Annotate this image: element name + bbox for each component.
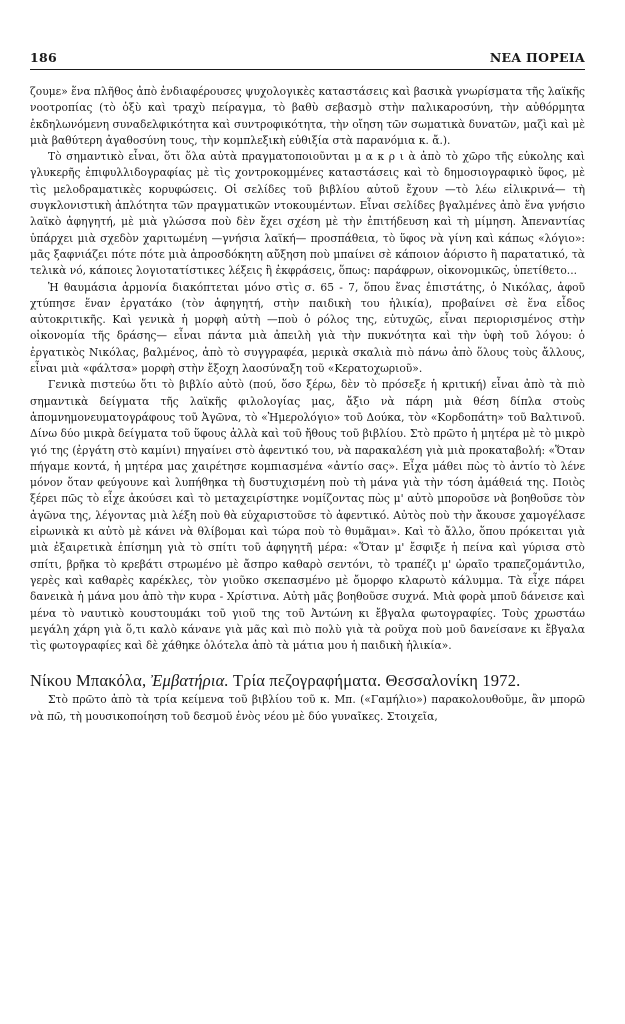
- book-page: [30, 50, 585, 725]
- header-rule: [30, 69, 585, 70]
- review-book-title: Ἐμβατήρια.: [150, 671, 229, 691]
- paragraph-3: Ἡ θαυμάσια ἁρμονία διακόπτεται μόνο στὶς σ. 65 - 7, ὅπου ἕνας ἐπιστάτης, ὁ Νικόλας, ἀφοῦ χτύπησε ἕναν ἐργατάκο (τὸν ἀφηγητή, στὴν παιδικὴ του ἡλικία), προβαίνει σὲ ἕνα εἶδος αὐτοκριτικῆς. Καὶ γενικὰ ἡ μορφὴ αὐτὴ —ποὺ ὁ ρόλος της, εὐτυχῶς, εἶναι περιορισμένος στὴν οἰκονομία τῆς δράσης— εἶναι πάντα μιὰ ἀπειλὴ γιὰ τὴν πυκνότητα καὶ τὴν ὑφὴ τοῦ λόγου: ὁ ἐργατικὸς Νικόλας, βαλμένος, ἀπὸ τὸ συγγραφέα, μερικὰ σκαλιὰ πιὸ πάνω ἀπὸ ὅλους τοὺς ἄλλους, εἶναι μιὰ «φάλτσα» μορφὴ στὴν ἔξοχη λαοσύναξη τοῦ «Κερατοχωριοῦ».: [30, 280, 585, 376]
- review-book-description: Τρία πεζογραφήματα. Θεσσαλονίκη 1972.: [232, 671, 521, 691]
- review-body: [30, 84, 585, 725]
- review-heading: [30, 670, 585, 692]
- running-head: [30, 50, 585, 65]
- paragraph-4: Γενικὰ πιστεύω ὅτι τὸ βιβλίο αὐτὸ (πού, ὅσο ξέρω, δὲν τὸ πρόσεξε ἡ κριτική) εἶναι ἀπὸ τὰ πιὸ σημαντικὰ δείγματα τῆς λαϊκῆς φιλολογίας μας, ἄξιο νὰ πάρη μιὰ θέση δίπλα στοὺς ἀπομνημονευματογράφους τοῦ Ἀγῶνα, τὸ «Ἡμερολόγιο» τοῦ Δούκα, τὸν «Κορδοπάτη» τοῦ Βαλτινοῦ. Δίνω δύο μικρὰ δείγματα τοῦ ὕφους ἀλλὰ καὶ τοῦ ἤθους τοῦ βιβλίου. Στὸ πρῶτο ἡ μητέρα μὲ τὸ μικρὸ γιό της (ἐργάτη στὸ καμίνι) πηγαίνει στὸ ἀφεντικό του, νὰ παρακαλέση γιὰ μιὰ προκαταβολή: «Ὅταν πήγαμε κοντά, ἡ μητέρα μας χαιρέτησε κομπιασμένα «ἀντίο σας». Εἶχα μάθει πὼς τὸ ἀντίο τὸ λένε μόνον ὅταν φεύγουνε καὶ λυπήθηκα τὴ δυστυχισμένη ποὺ τὴ μάνα γιὰ τὴν τόση ἀμάθειά της. Ποιὸς ξέρει πῶς τὸ εἶχε ἀκούσει καὶ τὸ μεταχειρίστηκε νομίζοντας πὼς μ' αὐτὸ μποροῦσε νὰ βοηθοῦσε τὸν ἀγῶνα της, λέγοντας μιὰ λέξη ποὺ θὰ εὐχαριστοῦσε τὸ ἀφεντικό. Αὐτὸς ποὺ τὴν ἄκουσε χαμογέλασε εἰρωνικὰ κι αὐτὸ μὲ κάνει νὰ θλίβομαι καὶ τώρα ποὺ τὸ θυμᾶμαι». Καὶ τὸ ἄλλο, ὅπου πρόκειται γιὰ μιὰ ἐξαιρετικὰ ἐπίσημη γιὰ τὸ σπίτι τοῦ ἀφηγητῆ μέρα: «Ὅταν μ' ἔσφιξε ἡ πείνα καὶ γύρισα στὸ σπίτι, βρῆκα τὸ κρεβάτι στρωμένο μὲ ἄσπρο καθαρὸ σεντόνι, τὸ τραπέζι μ' ὡραῖο τραπεζομάντιλο, γερὲς καὶ καθαρὲς καρέκλες, τὸν γιοῦκο σκεπασμένο μὲ ὄμορφο κλαρωτὸ κάλυμμα. Τὰ εἶχε πάρει δανεικὰ ἡ μάνα μου ἀπὸ τὴν κυρα - Χρίστινα. Αὐτὴ μᾶς βοηθοῦσε συχνά. Μιὰ φορὰ μποῦ δάνεισε καὶ μένα τὸ ναυτικὸ κουστουμάκι τοῦ γιοῦ της τοῦ Ἀντώνη κι ἔβγαλα φωτογραφίες. Τοὺς χρωστάω μεγάλη χάρη γιὰ ὅ,τι καλὸ κάνανε γιὰ μᾶς καὶ πιὸ πολὺ γιὰ τὰ ροῦχα ποὺ μοῦ δανείσανε κι ἔβγαλα τὶς φωτογραφίες καὶ δὲ χάθηκε ὁλότελα ἀπὸ τὰ μάτια μου ἡ παιδικὴ ἡλικία».: [30, 378, 585, 653]
- review-author: Νίκου Μπακόλα,: [30, 671, 147, 691]
- paragraph-2: Τὸ σημαντικὸ εἶναι, ὅτι ὅλα αὐτὰ πραγματοποιοῦνται μ α κ ρ ι ὰ ἀπὸ τὸ χῶρο τῆς εὐκολης καὶ γλυκερῆς ἐπιφυλλιδογραφίας μὲ τὶς χοντροκομμένες καταστάσεις καὶ τὸ δημοσιογραφικὸ ὕφος, μὲ τὶς μελοδραματικὲς κορυφώσεις. Οἱ σελίδες τοῦ βιβλίου αὐτοῦ ἔχουν —τὸ λέω εἰλικρινά— τὴ συγκλονιστικὴ ἁπλότητα τῶν πραγματικῶν ντοκουμέντων. Εἶναι σελίδες βγαλμένες ἀπὸ ἕνα γνήσιο λαϊκὸ ἀφηγητή, μὲ μιὰ γλώσσα ποὺ δὲν ἔχει σχέση μὲ τὴν ἐπιτήδευση καὶ τὴ μίμηση. Ἀπεναντίας ὑπάρχει μιὰ σχεδὸν χαριτωμένη —γνήσια λαϊκή— προσπάθεια, τὸ ὕφος νὰ γίνη καὶ κάπως «λόγιο»: μᾶς ξαφνιάζει πότε πότε μιὰ ἀπροσδόκητη αὔξηση ποὺ μπαίνει σὲ κάποιον ἀόριστο ἢ παρατατικό, τὰ τελικὰ νό, κάποιες λογιοτατίστικες λέξεις ἢ ἐκφράσεις, ὅπως: παράφρων, οἰκονομικῶς, ὑπετίθετο...: [30, 150, 585, 278]
- journal-title: ΝΕΑ ΠΟΡΕΙΑ: [489, 50, 585, 65]
- paragraph-continuation: ζουμε» ἕνα πλῆθος ἀπὸ ἐνδιαφέρουσες ψυχολογικὲς καταστάσεις καὶ βασικὰ γνωρίσματα τῆς λαϊκῆς νοοτροπίας (τὸ ὀξὺ καὶ τραχὺ πείραγμα, τὸ βαθὺ σεβασμὸ στὴν παλικαροσύνη, τὴν αὐθόρμητα ἐκδηλωνόμενη συναδελφικότητα καὶ συντροφικότητα, τὴν οἴηση τῶν σωματικὰ δυνατῶν, μαζὶ καὶ μὲ μιὰ βαθύτερη ἀγαθοσύνη τους, τὴν κομπλεξικὴ εὐθιξία στὰ παρανόμια κ. ἄ.).: [30, 85, 585, 147]
- review-opening-paragraph: Στὸ πρῶτο ἀπὸ τὰ τρία κείμενα τοῦ βιβλίου τοῦ κ. Μπ. («Γαμήλιο») παρακολουθοῦμε, ἂν μπορῶ νὰ πῶ, τὴ μουσικοποίηση τοῦ δεσμοῦ ἑνὸς νέου μὲ δύο γυναῖκες. Στοιχεῖα,: [30, 693, 585, 723]
- page-number: 186: [30, 50, 57, 65]
